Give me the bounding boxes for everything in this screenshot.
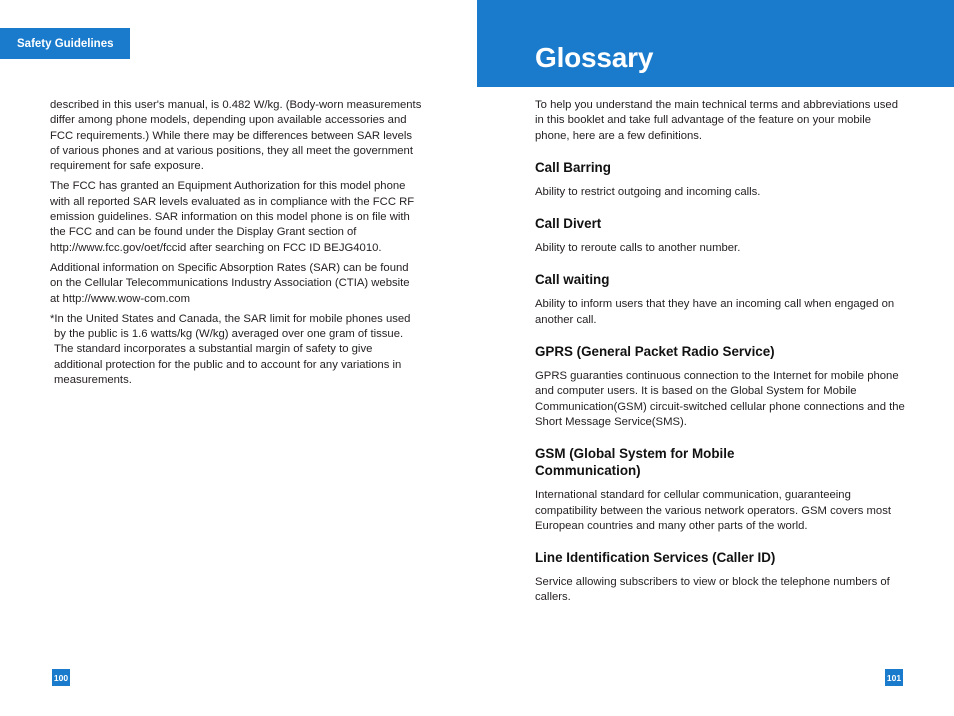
term-title: Call Divert [535,216,602,232]
page-number-label: 100 [53,672,69,683]
glossary-entry [535,215,907,256]
section-tab [0,28,130,59]
glossary-intro: To help you understand the main technical terms and abbreviations used in this booklet and take full advantage of the feature on your mobile phone, here are a few definitions. [535,99,898,142]
term-title: Line Identification Services (Caller ID) [535,550,776,566]
body-paragraph: Additional information on Specific Absorption Rates (SAR) can be found on the Cellular Telecommunications Industry Association (CTIA) website at http://www.wow-com.com [50,261,410,305]
sar-note: *In the United States and Canada, the SAR limit for mobile phones used by the public is 1.6 watts/kg (W/kg) averaged over one gram of tissue. The standard incorporates a substantial margin of safety to give additional protection for the public and to account for any variations in measurements. [50,312,411,387]
glossary-entry [535,159,907,200]
glossary-entry [535,445,907,534]
section-tab-label: Safety Guidelines [17,37,114,50]
page-number-right [885,669,903,686]
term-title: Call Barring [535,159,611,175]
glossary-entry [535,271,907,328]
term-title: GSM (Global System for Mobile Communication) [535,446,735,479]
term-title: Call waiting [535,272,610,288]
term-definition: Ability to inform users that they have an incoming call when engaged on another call. [535,298,895,326]
term-title: GPRS (General Packet Radio Service) [535,344,775,360]
body-paragraph: described in this user's manual, is 0.482 W/kg. (Body-worn measurements differ among phone models, depending upon available accessories and FCC requirements.) While there may be differences between SAR levels of various phones and at various positions, they all meet the government requirement for safe exposure. [50,99,422,173]
glossary-body [535,98,907,621]
page-title: Glossary [535,42,654,73]
glossary-entry [535,343,907,430]
page-number-left [52,669,70,686]
glossary-banner [477,0,954,87]
body-paragraph: The FCC has granted an Equipment Authorization for this model phone with all reported SAR levels evaluated as in compliance with the FCC RF emission guidelines. SAR information on this model phone is on file with the FCC and can be found under the Display Grant section of http://www.fcc.gov/oet/fccid after searching on FCC ID BEJG4010. [50,180,415,254]
glossary-entry [535,549,907,606]
term-definition: GPRS guaranties continuous connection to the Internet for mobile phone and computer users. It is based on the Global System for Mobile Communication(GSM) circuit-switched cellular phone connections and the Short Message Service(SMS). [535,370,905,428]
term-definition: Service allowing subscribers to view or block the telephone numbers of callers. [535,576,890,604]
left-page-body [50,98,422,393]
term-definition: Ability to restrict outgoing and incoming calls. [535,185,761,198]
term-definition: International standard for cellular communication, guaranteeing compatibility between the various network operators. GSM covers most European countries and many other parts of the world. [535,489,892,532]
page-number-label: 101 [886,672,902,683]
term-definition: Ability to reroute calls to another number. [535,242,741,255]
